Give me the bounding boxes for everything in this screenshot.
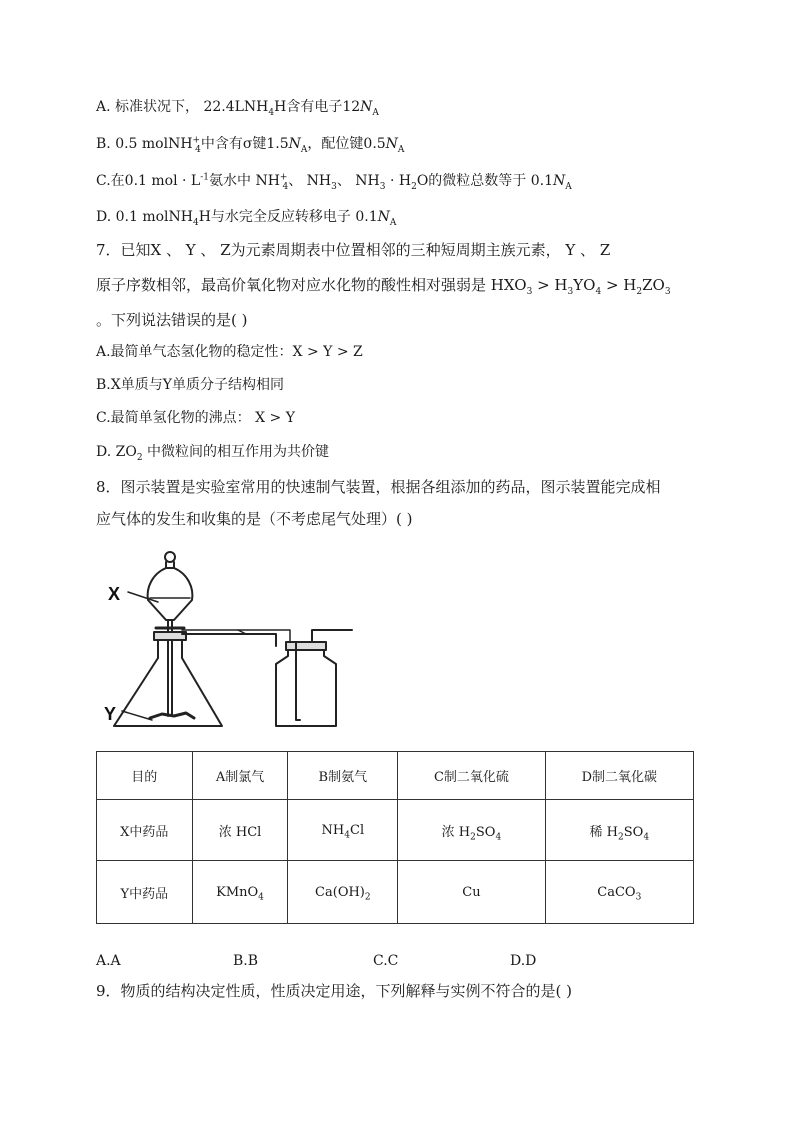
row-label: Y中药品: [97, 861, 193, 924]
table-cell: Cu: [398, 861, 545, 924]
q6-option-c: C.在0.1 mol · $L^{-1}$氨水中 $NH^+_4$、 $NH_3$、 $NH_3 \cdot H_2O$的微粒总数等于 $0.1N_A$: [96, 172, 572, 192]
label-y: Y: [104, 704, 117, 724]
q6-option-d: D. 0.1 molNH$_4$H与水完全反应转移电子 $0.1N_A$: [96, 209, 397, 228]
q8-option-c: C.C: [373, 953, 399, 969]
separatory-funnel: [148, 568, 193, 620]
table-cell: 浓 HCl: [192, 800, 288, 861]
q8-stem-line1: 8．图示装置是实验室常用的快速制气装置，根据各组添加的药品，图示装置能完成相: [96, 478, 661, 496]
table-cell: CaCO$_3$: [545, 861, 693, 924]
q8-answer-options: [96, 953, 696, 973]
table-cell: 浓 $H_2SO_4$: [398, 800, 545, 861]
gas-generator-apparatus-figure: [100, 548, 360, 733]
row-label: X中药品: [97, 800, 193, 861]
table-cell: $NH_4Cl$: [288, 800, 398, 861]
q7-option-a: A.最简单气态氢化物的稳定性：X > Y > Z: [96, 344, 363, 360]
q6-option-b: B. 0.5 molNH+$_4$中含有σ键$1.5N_A$，配位键$0.5N_A$: [96, 135, 405, 155]
q7-stem-line1: 7．已知X 、 Y 、 Z为元素周期表中位置相邻的三种短周期主族元素， Y 、 Z: [96, 241, 611, 259]
collection-bottle: [276, 646, 336, 726]
q9-stem: 9．物质的结构决定性质，性质决定用途，下列解释与实例不符合的是( ): [96, 982, 573, 1000]
rubber-stopper: [154, 632, 186, 640]
q7-option-b: B.X单质与Y单质分子结构相同: [96, 377, 284, 393]
q7-stem-line2: 原子序数相邻，最高价氧化物对应水化物的酸性相对强弱是 $HXO_3 > H_3YO_4 > H_2ZO_3$: [96, 276, 671, 297]
reagent-table: [96, 751, 694, 924]
table-row-x: [97, 800, 694, 861]
header-cell: B制氨气: [288, 752, 398, 800]
q6-option-a: A. 标准状况下， $22.4LNH_4H$含有电子$12N_A$: [96, 99, 379, 118]
table-cell: $Ca(OH)_2$: [288, 861, 398, 924]
funnel-stopper: [165, 552, 175, 562]
label-x: X: [108, 584, 121, 604]
header-cell: A制氯气: [192, 752, 288, 800]
header-cell: C制二氧化硫: [398, 752, 545, 800]
header-cell: D制二氧化碳: [545, 752, 693, 800]
q8-option-a: A.A: [96, 953, 121, 969]
q7-option-d: D. $ZO_2$ 中微粒间的相互作用为共价键: [96, 444, 330, 463]
exit-tube: [312, 630, 352, 642]
q8-option-b: B.B: [233, 953, 259, 969]
q7-option-c: C.最简单氢化物的沸点： X > Y: [96, 410, 295, 426]
table-header-row: [97, 752, 694, 800]
table-cell: KMnO$_4$: [192, 861, 288, 924]
table-row-y: [97, 861, 694, 924]
q8-option-d: D.D: [510, 953, 537, 969]
header-cell: 目的: [97, 752, 193, 800]
table-cell: 稀 $H_2SO_4$: [545, 800, 693, 861]
delivery-tube: [182, 634, 276, 646]
q7-stem-line3: 。下列说法错误的是( ): [96, 311, 248, 329]
q8-stem-line2: 应气体的发生和收集的是（不考虑尾气处理）( ): [96, 510, 413, 528]
